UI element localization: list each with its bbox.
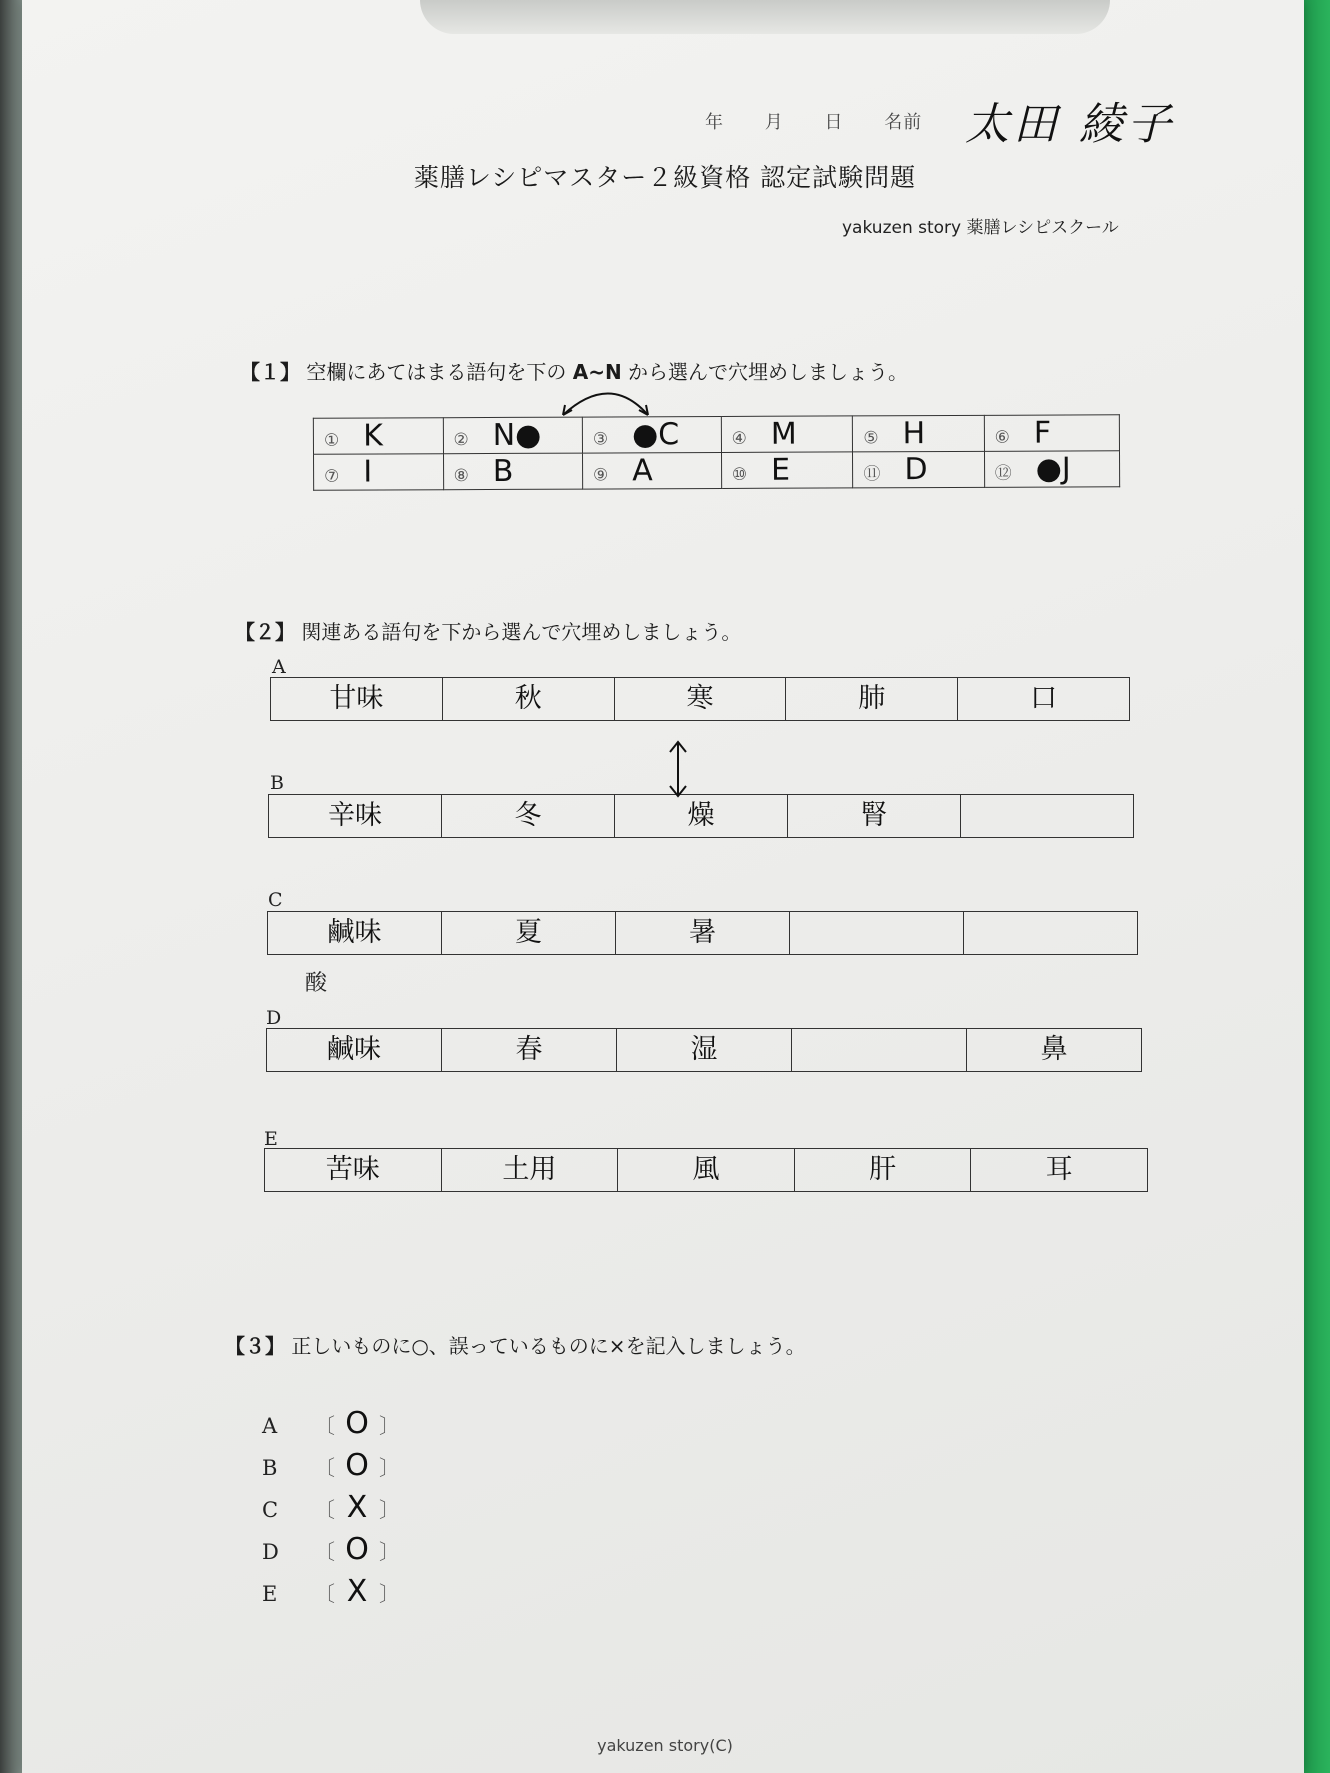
row-cell: 口 [1030, 683, 1058, 714]
footer-copyright: yakuzen story(C) [597, 1736, 733, 1755]
name-label: 名前 [884, 112, 923, 133]
bracket-close: 〕 [379, 1414, 400, 1438]
handwritten-answer: D [904, 452, 928, 488]
cell-number: ① [323, 430, 340, 451]
handwritten-note: 酸 [305, 971, 328, 996]
question-1-text-pre: 空欄にあてはまる語句を下の [306, 360, 573, 384]
swap-arrow-curve [563, 394, 648, 416]
row-cell: 土用 [442, 1149, 619, 1191]
handwritten-signature: 太田 綾子 [965, 99, 1175, 150]
handwritten-answer: N● [492, 417, 542, 453]
day-label: 日 [824, 112, 844, 133]
row-cell: 苦味 [265, 1149, 442, 1191]
row-cell: 燥 [615, 795, 788, 837]
row-cell: 寒 [615, 678, 787, 720]
handwritten-answer: B [492, 453, 514, 489]
cell-number: ⑩ [731, 464, 748, 485]
bracket-close: 〕 [379, 1582, 400, 1606]
cell-number: ② [453, 430, 469, 451]
cell-number: ⑧ [453, 466, 469, 487]
handwritten-mark: O [345, 1406, 369, 1441]
q3-letter: B [262, 1456, 278, 1480]
q3-letter: A [262, 1414, 278, 1438]
row-letter-e: E [264, 1128, 278, 1150]
question-3-label: 【３】 [225, 1334, 285, 1358]
bracket-open: 〔 [314, 1540, 335, 1564]
handwritten-mark: O [345, 1532, 369, 1567]
row-letter-d: D [266, 1007, 282, 1029]
question-1-range: A~N [572, 360, 622, 384]
row-cell: 湿 [617, 1029, 792, 1071]
cell-number: ⑫ [994, 463, 1012, 484]
question-3-heading [225, 1330, 806, 1359]
row-cell: 夏 [442, 912, 616, 954]
row-cell: 秋 [443, 678, 615, 720]
handwritten-answer: H [902, 416, 926, 452]
row-cell: 甘味 [271, 678, 443, 720]
row-cell: 鹹味 [268, 912, 442, 954]
q3-letter: C [262, 1498, 279, 1522]
q3-item-d [262, 1532, 400, 1567]
month-label: 月 [764, 112, 784, 133]
q3-item-b [262, 1448, 400, 1483]
handwritten-mark: X [346, 1490, 368, 1525]
row-cell: 辛味 [269, 795, 442, 837]
handwritten-mark: O [345, 1448, 369, 1483]
bracket-close: 〕 [379, 1456, 400, 1480]
question-1-text-post: から選んで穴埋めしましょう。 [621, 360, 909, 384]
handwritten-answer: ●J [1035, 451, 1071, 487]
cell-number: ⑨ [592, 465, 609, 486]
row-cell: 腎 [788, 795, 961, 837]
handwritten-answer: M [770, 416, 797, 452]
cell-number: ③ [592, 429, 609, 450]
year-label: 年 [705, 112, 724, 133]
row-cell: 肺 [786, 678, 958, 720]
handwritten-mark: X [346, 1574, 368, 1609]
q3-item-e [262, 1574, 400, 1609]
question-1-label: 【１】 [240, 360, 300, 384]
bracket-close: 〕 [379, 1540, 400, 1564]
q3-item-a [262, 1406, 400, 1441]
row-cell: 鼻 [1040, 1034, 1068, 1065]
question-2-text: 関連ある語句を下から選んで穴埋めしましょう。 [301, 620, 742, 644]
bracket-open: 〔 [314, 1414, 335, 1438]
row-cell: 暑 [616, 912, 790, 954]
page-title: 薬膳レシピマスター２級資格 認定試験問題 [413, 163, 917, 192]
row-letter-b: B [270, 772, 284, 794]
handwritten-answer: A [632, 453, 653, 489]
row-letter-c: C [268, 889, 283, 911]
row-cell: 鹹味 [267, 1029, 442, 1071]
row-letter-a: A [272, 656, 286, 678]
row-cell: 耳 [1045, 1154, 1073, 1185]
row-cell: 肝 [795, 1149, 972, 1191]
handwritten-answer: I [363, 454, 373, 490]
bracket-open: 〔 [314, 1498, 335, 1522]
bracket-close: 〕 [379, 1498, 400, 1522]
row-cell: 風 [618, 1149, 795, 1191]
cell-number: ⑥ [994, 427, 1010, 448]
cell-number: ⑤ [863, 428, 879, 449]
cell-number: ⑪ [863, 464, 881, 485]
question-2-label: 【２】 [235, 620, 295, 644]
row-cell: 春 [442, 1029, 617, 1071]
bracket-open: 〔 [314, 1582, 335, 1606]
school-name: yakuzen story 薬膳レシピスクール [842, 218, 1119, 238]
handwritten-answer: ●C [631, 417, 680, 453]
cell-number: ⑦ [324, 466, 340, 487]
handwritten-answer: K [363, 418, 383, 454]
q3-letter: E [262, 1582, 278, 1606]
row-cell: 冬 [442, 795, 615, 837]
handwritten-answer: E [770, 452, 791, 488]
bracket-open: 〔 [314, 1456, 335, 1480]
question-3-text: 正しいものに○、誤っているものに×を記入しましょう。 [291, 1334, 806, 1358]
q3-letter: D [262, 1540, 279, 1564]
handwritten-answer: F [1033, 415, 1052, 451]
cell-number: ④ [731, 428, 747, 449]
q3-item-c [262, 1490, 400, 1525]
